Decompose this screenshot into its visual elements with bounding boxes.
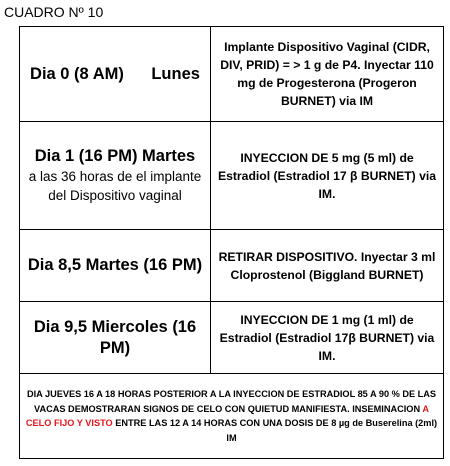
table-row: [20, 230, 444, 302]
instruction-text: INYECCION DE 1 mg (1 ml) de Estradiol (Estradiol 17β BURNET) via IM.: [219, 312, 435, 363]
table-caption: CUADRO Nº 10: [4, 4, 104, 20]
instruction-cell: [211, 230, 444, 302]
protocol-table: [19, 26, 444, 459]
day-label: Dia 8,5 Martes (16 PM): [27, 256, 203, 274]
day-cell: [20, 302, 211, 374]
instruction-cell: [211, 302, 444, 374]
table-row: [20, 302, 444, 374]
day-cell: [20, 122, 211, 230]
instruction-text: INYECCION DE 5 mg (5 ml) de Estradiol (Estradiol 17 β BURNET) via IM.: [217, 150, 437, 201]
day-cell: [20, 27, 211, 122]
day-label: Dia 0 (8 AM) Lunes: [30, 64, 200, 83]
day-label: Dia 9,5 Miercoles (16 PM): [33, 317, 197, 357]
table-row: [20, 122, 444, 230]
summary-note-text: DIA JUEVES 16 A 18 HORAS POSTERIOR A LA INYECCION DE ESTRADIOL 85 A 90 % DE LAS VACAS DEMOSTRARAN SIGNOS DE CELO CON QUIETUD MANIFIESTA. INSEMINACION: [26, 389, 437, 414]
table-row: [20, 27, 444, 122]
day-sublabel: a las 36 horas de el implante del Dispositivo vaginal: [28, 169, 202, 203]
summary-note-text-end: ENTRE LAS 12 A 14 HORAS CON UNA DOSIS DE 8 µg de Buserelina (2ml) IM: [112, 418, 438, 443]
day-cell: [20, 230, 211, 302]
table-row: [20, 374, 444, 459]
instruction-cell: [211, 122, 444, 230]
summary-note-cell: [20, 374, 444, 459]
instruction-cell: [211, 27, 444, 122]
day-label: Dia 1 (16 PM) Martes: [34, 147, 196, 165]
summary-note-highlight: A CELO FIJO Y VISTO: [25, 403, 429, 428]
instruction-text: Implante Dispositivo Vaginal (CIDR, DIV, PRID) = > 1 g de P4. Inyectar 110 mg de Progesterona (Progeron BURNET) via IM: [220, 40, 434, 108]
instruction-text: RETIRAR DISPOSITIVO. Inyectar 3 ml Cloprostenol (Biggland BURNET): [218, 249, 436, 282]
